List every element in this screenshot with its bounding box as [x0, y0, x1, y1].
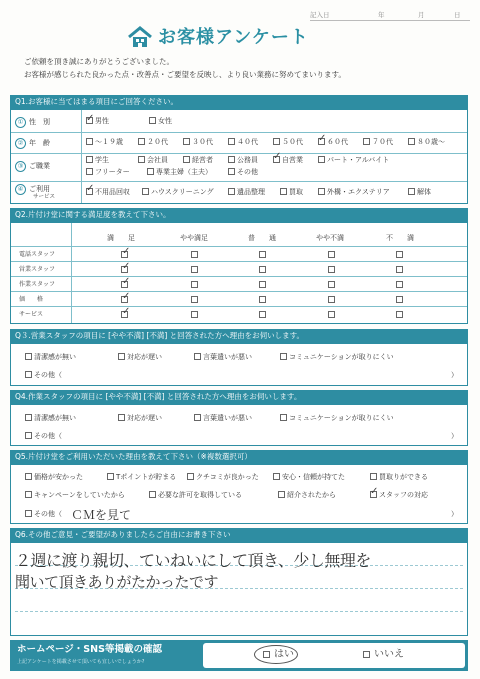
satisfaction-checkbox[interactable] — [396, 266, 403, 273]
satisfaction-checkbox[interactable] — [396, 281, 403, 288]
q3-header: Q３.営業スタッフの項目に [やや不満] [不満] と回答された方へ理由をお伺いします。 — [10, 329, 468, 343]
month-label: 月 — [418, 11, 425, 19]
row-label: 営業スタッフ — [19, 266, 56, 273]
service-option[interactable]: ハウスクリーニング — [142, 188, 214, 197]
intro-line-2: お客様が感じられた良かった点・改善点・ご要望を反映し、より良い業務に努めてまいります。 — [24, 70, 346, 79]
q5-other-answer[interactable]: ＣＭを見て — [71, 508, 132, 522]
date-label: 記入日 — [310, 11, 330, 19]
service-option[interactable]: 解体 — [408, 188, 431, 197]
satisfaction-checkbox[interactable] — [328, 281, 335, 288]
check-mark-icon: ✓ — [318, 133, 327, 144]
check-mark-icon: ✓ — [122, 306, 131, 317]
service-option[interactable]: 外構・エクステリア — [318, 188, 390, 197]
q1-row-service: ④ ご利用 — [15, 184, 50, 195]
row-label: サービス — [19, 311, 44, 318]
check-mark-icon: ✓ — [370, 486, 379, 497]
check-mark-icon: ✓ — [273, 151, 282, 162]
occupation-option[interactable]: フリーター — [86, 168, 130, 177]
occupation-option[interactable]: 公務員 — [228, 156, 258, 165]
occupation-option[interactable]: 経営者 — [183, 156, 213, 165]
q3-option[interactable]: 言葉遣いが悪い — [194, 353, 252, 362]
q1-row-age: ② 年 齢 — [15, 138, 50, 149]
consent-title: ホームページ・SNS等掲載の確認 — [17, 644, 162, 655]
q5-other-close: ） — [451, 510, 458, 518]
consent-yes-option[interactable]: はい — [263, 648, 294, 662]
satisfaction-checkbox[interactable] — [396, 296, 403, 303]
age-option[interactable]: ８０歳～ — [408, 138, 445, 147]
q1-header: Q1.お客様に当てはまる項目にご回答ください。 — [10, 95, 468, 109]
q3-option[interactable]: 対応が遅い — [118, 353, 162, 362]
satisfaction-checkbox[interactable] — [259, 296, 266, 303]
satisfaction-checkbox[interactable] — [191, 281, 198, 288]
q3-section — [10, 343, 468, 386]
occupation-option[interactable]: その他 — [228, 168, 258, 177]
q5-other-option[interactable]: その他（ — [25, 510, 62, 519]
satisfaction-checkbox[interactable] — [191, 311, 198, 318]
age-option[interactable]: ７０代 — [363, 138, 393, 147]
satisfaction-checkbox[interactable] — [259, 281, 266, 288]
q5-option[interactable]: 紹介されたから — [278, 491, 336, 500]
check-mark-icon: ✓ — [86, 183, 95, 194]
occupation-option[interactable]: パート・アルバイト — [318, 156, 389, 165]
q5-option[interactable]: 買取りができる — [370, 473, 428, 482]
satisfaction-checkbox[interactable] — [259, 251, 266, 258]
check-mark-icon: ✓ — [122, 246, 131, 257]
q3-option[interactable]: 清潔感が無い — [25, 353, 76, 362]
comment-line-1[interactable]: ２週に渡り親切、ていねいにして頂き、少し無理を — [15, 551, 371, 570]
q4-option[interactable]: 言葉遣いが悪い — [194, 414, 252, 423]
q5-option[interactable]: クチコミが良かった — [187, 473, 259, 482]
occupation-option[interactable]: 自営業 — [273, 156, 303, 165]
check-mark-icon: ✓ — [86, 113, 95, 124]
house-logo-icon — [127, 26, 153, 48]
q4-option[interactable]: 清潔感が無い — [25, 414, 76, 423]
occupation-option[interactable]: 学生 — [86, 156, 109, 165]
age-option[interactable]: ６０代 — [318, 138, 348, 147]
page-title: お客様アンケート — [158, 27, 309, 48]
col-header: やや満足 — [180, 234, 208, 242]
service-option[interactable]: 不用品回収 — [86, 188, 130, 197]
row-label: 価 格 — [19, 296, 44, 303]
row-label: 電話スタッフ — [19, 251, 56, 258]
q5-section — [10, 464, 468, 524]
satisfaction-checkbox[interactable] — [396, 251, 403, 258]
check-mark-icon: ✓ — [122, 276, 131, 287]
q4-other-option[interactable]: その他（ — [25, 432, 62, 441]
satisfaction-checkbox[interactable] — [396, 311, 403, 318]
consent-note: 上記アンケートを掲載させて頂いても宜しいでしょうか? — [17, 659, 145, 665]
q5-header: Q5.片付け堂をご利用いただいた理由を教えて下さい（※複数選択可） — [10, 450, 468, 464]
satisfaction-checkbox[interactable] — [328, 266, 335, 273]
col-header: 普 通 — [248, 234, 276, 242]
occupation-option[interactable]: 専業主婦（主夫） — [147, 168, 212, 177]
service-sublabel: サービス — [33, 194, 56, 200]
check-mark-icon: ✓ — [122, 291, 131, 302]
row-label: 作業スタッフ — [19, 281, 56, 288]
col-header: 不 満 — [386, 234, 414, 242]
age-option[interactable]: ～１９歳 — [86, 138, 123, 147]
satisfaction-checkbox[interactable] — [328, 311, 335, 318]
q4-option[interactable]: コミュニケーションが取りにくい — [280, 414, 394, 423]
satisfaction-checkbox[interactable] — [328, 296, 335, 303]
q2-header: Q2.片付け堂に関する満足度を教えて下さい。 — [10, 208, 468, 222]
q4-header: Q4.作業スタッフの項目に [やや不満] [不満] と回答された方へ理由をお伺いします。 — [10, 390, 468, 404]
q5-option[interactable]: 安心・信頼が持てた — [273, 473, 345, 482]
q4-other-close: ） — [451, 432, 458, 440]
service-option[interactable]: 遺品整理 — [228, 188, 265, 197]
q1-section — [10, 109, 468, 204]
satisfaction-checkbox[interactable] — [259, 311, 266, 318]
q3-other-close: ） — [451, 371, 458, 379]
q6-header: Q6.その他ご意見・ご要望がありましたらご自由にお書き下さい — [10, 528, 468, 542]
year-label: 年 — [378, 11, 385, 19]
col-header: やや不満 — [316, 234, 344, 242]
q5-option[interactable]: 必要な許可を取得している — [149, 491, 242, 500]
q6-section — [10, 542, 468, 636]
q3-other-option[interactable]: その他（ — [25, 371, 62, 380]
intro-line-1: ご依頼を頂き誠にありがとうございました。 — [24, 57, 174, 66]
consent-choices — [203, 643, 465, 668]
publish-consent-bar — [10, 640, 468, 671]
check-mark-icon: ✓ — [122, 261, 131, 272]
q4-option[interactable]: 対応が遅い — [118, 414, 162, 423]
satisfaction-checkbox[interactable] — [191, 251, 198, 258]
day-label: 日 — [454, 11, 461, 19]
satisfaction-checkbox[interactable] — [328, 251, 335, 258]
satisfaction-checkbox[interactable] — [191, 266, 198, 273]
circled-mark-icon — [254, 645, 298, 664]
age-option[interactable]: ２０代 — [138, 138, 168, 147]
service-option[interactable]: 買取 — [280, 188, 303, 197]
age-option[interactable]: ５０代 — [273, 138, 303, 147]
q5-option[interactable]: Tポイントが貯まる — [107, 473, 176, 482]
q2-section — [10, 222, 468, 324]
occupation-option[interactable]: 会社員 — [138, 156, 168, 165]
date-fields — [310, 8, 470, 20]
comment-line-2[interactable]: 聞いて頂きありがたかったです — [15, 573, 219, 591]
satisfaction-checkbox[interactable] — [191, 296, 198, 303]
q4-section — [10, 404, 468, 446]
gender-male-option[interactable]: 男性 — [86, 117, 109, 126]
q5-option[interactable]: 価格が安かった — [25, 473, 83, 482]
age-option[interactable]: ４０代 — [228, 138, 258, 147]
gender-female-option[interactable]: 女性 — [149, 117, 172, 126]
consent-no-option[interactable]: いいえ — [363, 648, 404, 662]
q5-option[interactable]: キャンペーンをしていたから — [25, 491, 125, 500]
age-option[interactable]: ３０代 — [183, 138, 213, 147]
col-header: 満 足 — [107, 234, 135, 242]
q5-option[interactable]: スタッフの対応 — [370, 491, 428, 500]
q1-row-gender: ① 性 別 — [15, 117, 50, 128]
q1-row-occupation: ③ ご職業 — [15, 161, 50, 172]
satisfaction-checkbox[interactable] — [259, 266, 266, 273]
q3-option[interactable]: コミュニケーションが取りにくい — [280, 353, 394, 362]
